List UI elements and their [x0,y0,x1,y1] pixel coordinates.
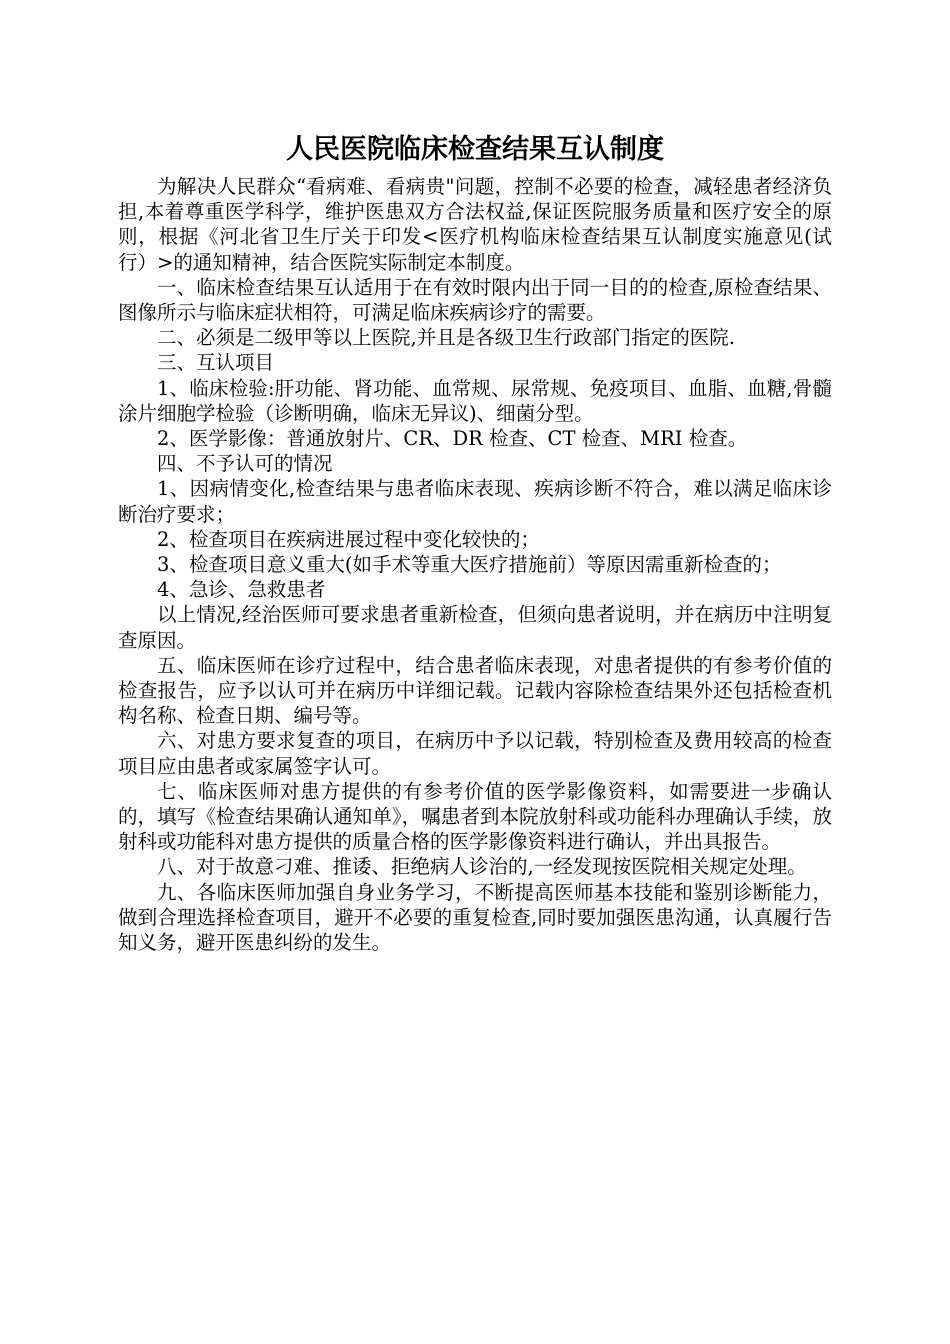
paragraph-section-3-item-2: 2、医学影像：普通放射片、CR、DR 检查、CT 检查、MRI 检查。 [157,427,748,451]
paragraph-section-4-item-4: 4、急诊、急救患者 [157,578,326,602]
paragraph-section-4-item-3: 3、检查项目意义重大(如手术等重大医疗措施前）等原因需重新检查的； [157,553,782,577]
paragraph-section-2: 二、必须是二级甲等以上医院,并且是各级卫生行政部门指定的医院. [157,326,735,350]
paragraph-section-7: 七、临床医师对患方提供的有参考价值的医学影像资料，如需要进一步确认的，填写《检查结果确认通知单》，嘱患者到本院放射科或功能科办理确认手续，放射科或功能科对患方提供的质量合格的医学影像资料进行确认，并出具报告。 [118,779,832,854]
paragraph-section-4-item-1: 1、因病情变化,检查结果与患者临床表现、疾病诊断不符合，难以满足临床诊断治疗要求； [118,477,832,526]
paragraph-section-4-item-2: 2、检查项目在疾病进展过程中变化较快的； [157,527,540,551]
paragraph-section-5: 五、临床医师在诊疗过程中，结合患者临床表现，对患者提供的有参考价值的检查报告，应予以认可并在病历中详细记载。记载内容除检查结果外还包括检查机构名称、检查日期、编号等。 [118,653,832,728]
paragraph-section-4-note: 以上情况,经治医师可要求患者重新检查，但须向患者说明，并在病历中注明复查原因。 [118,603,832,652]
paragraph-section-4-heading: 四、不予认可的情况 [157,452,333,476]
paragraph-section-9: 九、各临床医师加强自身业务学习，不断提高医师基本技能和鉴别诊断能力，做到合理选择检查项目，避开不必要的重复检查,同时要加强医患沟通，认真履行告知义务，避开医患纠纷的发生。 [118,880,832,955]
document-title: 人民医院临床检查结果互认制度 [286,134,664,165]
paragraph-section-6: 六、对患方要求复查的项目，在病历中予以记载，特别检查及费用较高的检查项目应由患者或家属签字认可。 [118,729,832,778]
document-body [118,130,832,955]
paragraph-section-1: 一、临床检查结果互认适用于在有效时限内出于同一目的的检查,原检查结果、图像所示与临床症状相符，可满足临床疾病诊疗的需要。 [118,275,832,325]
paragraph-intro: 为解决人民群众“看病难、看病贵"问题，控制不必要的检查，减轻患者经济负担,本着尊重医学科学，维护医患双方合法权益,保证医院服务质量和医疗安全的原则，根据《河北省卫生厅关于印发<医疗机构临床检查结果互认制度实施意见(试行）>的通知精神，结合医院实际制定本制度。 [118,175,832,274]
paragraph-section-3-item-1: 1、临床检验:肝功能、肾功能、血常规、尿常规、免疫项目、血脂、血糖,骨髓涂片细胞学检验（诊断明确，临床无异议)、细菌分型。 [118,376,832,425]
paragraph-section-3-heading: 三、互认项目 [157,351,275,375]
paragraph-section-8: 八、对于故意刁难、推诿、拒绝病人诊治的,一经发现按医院相关规定处理。 [157,855,807,879]
